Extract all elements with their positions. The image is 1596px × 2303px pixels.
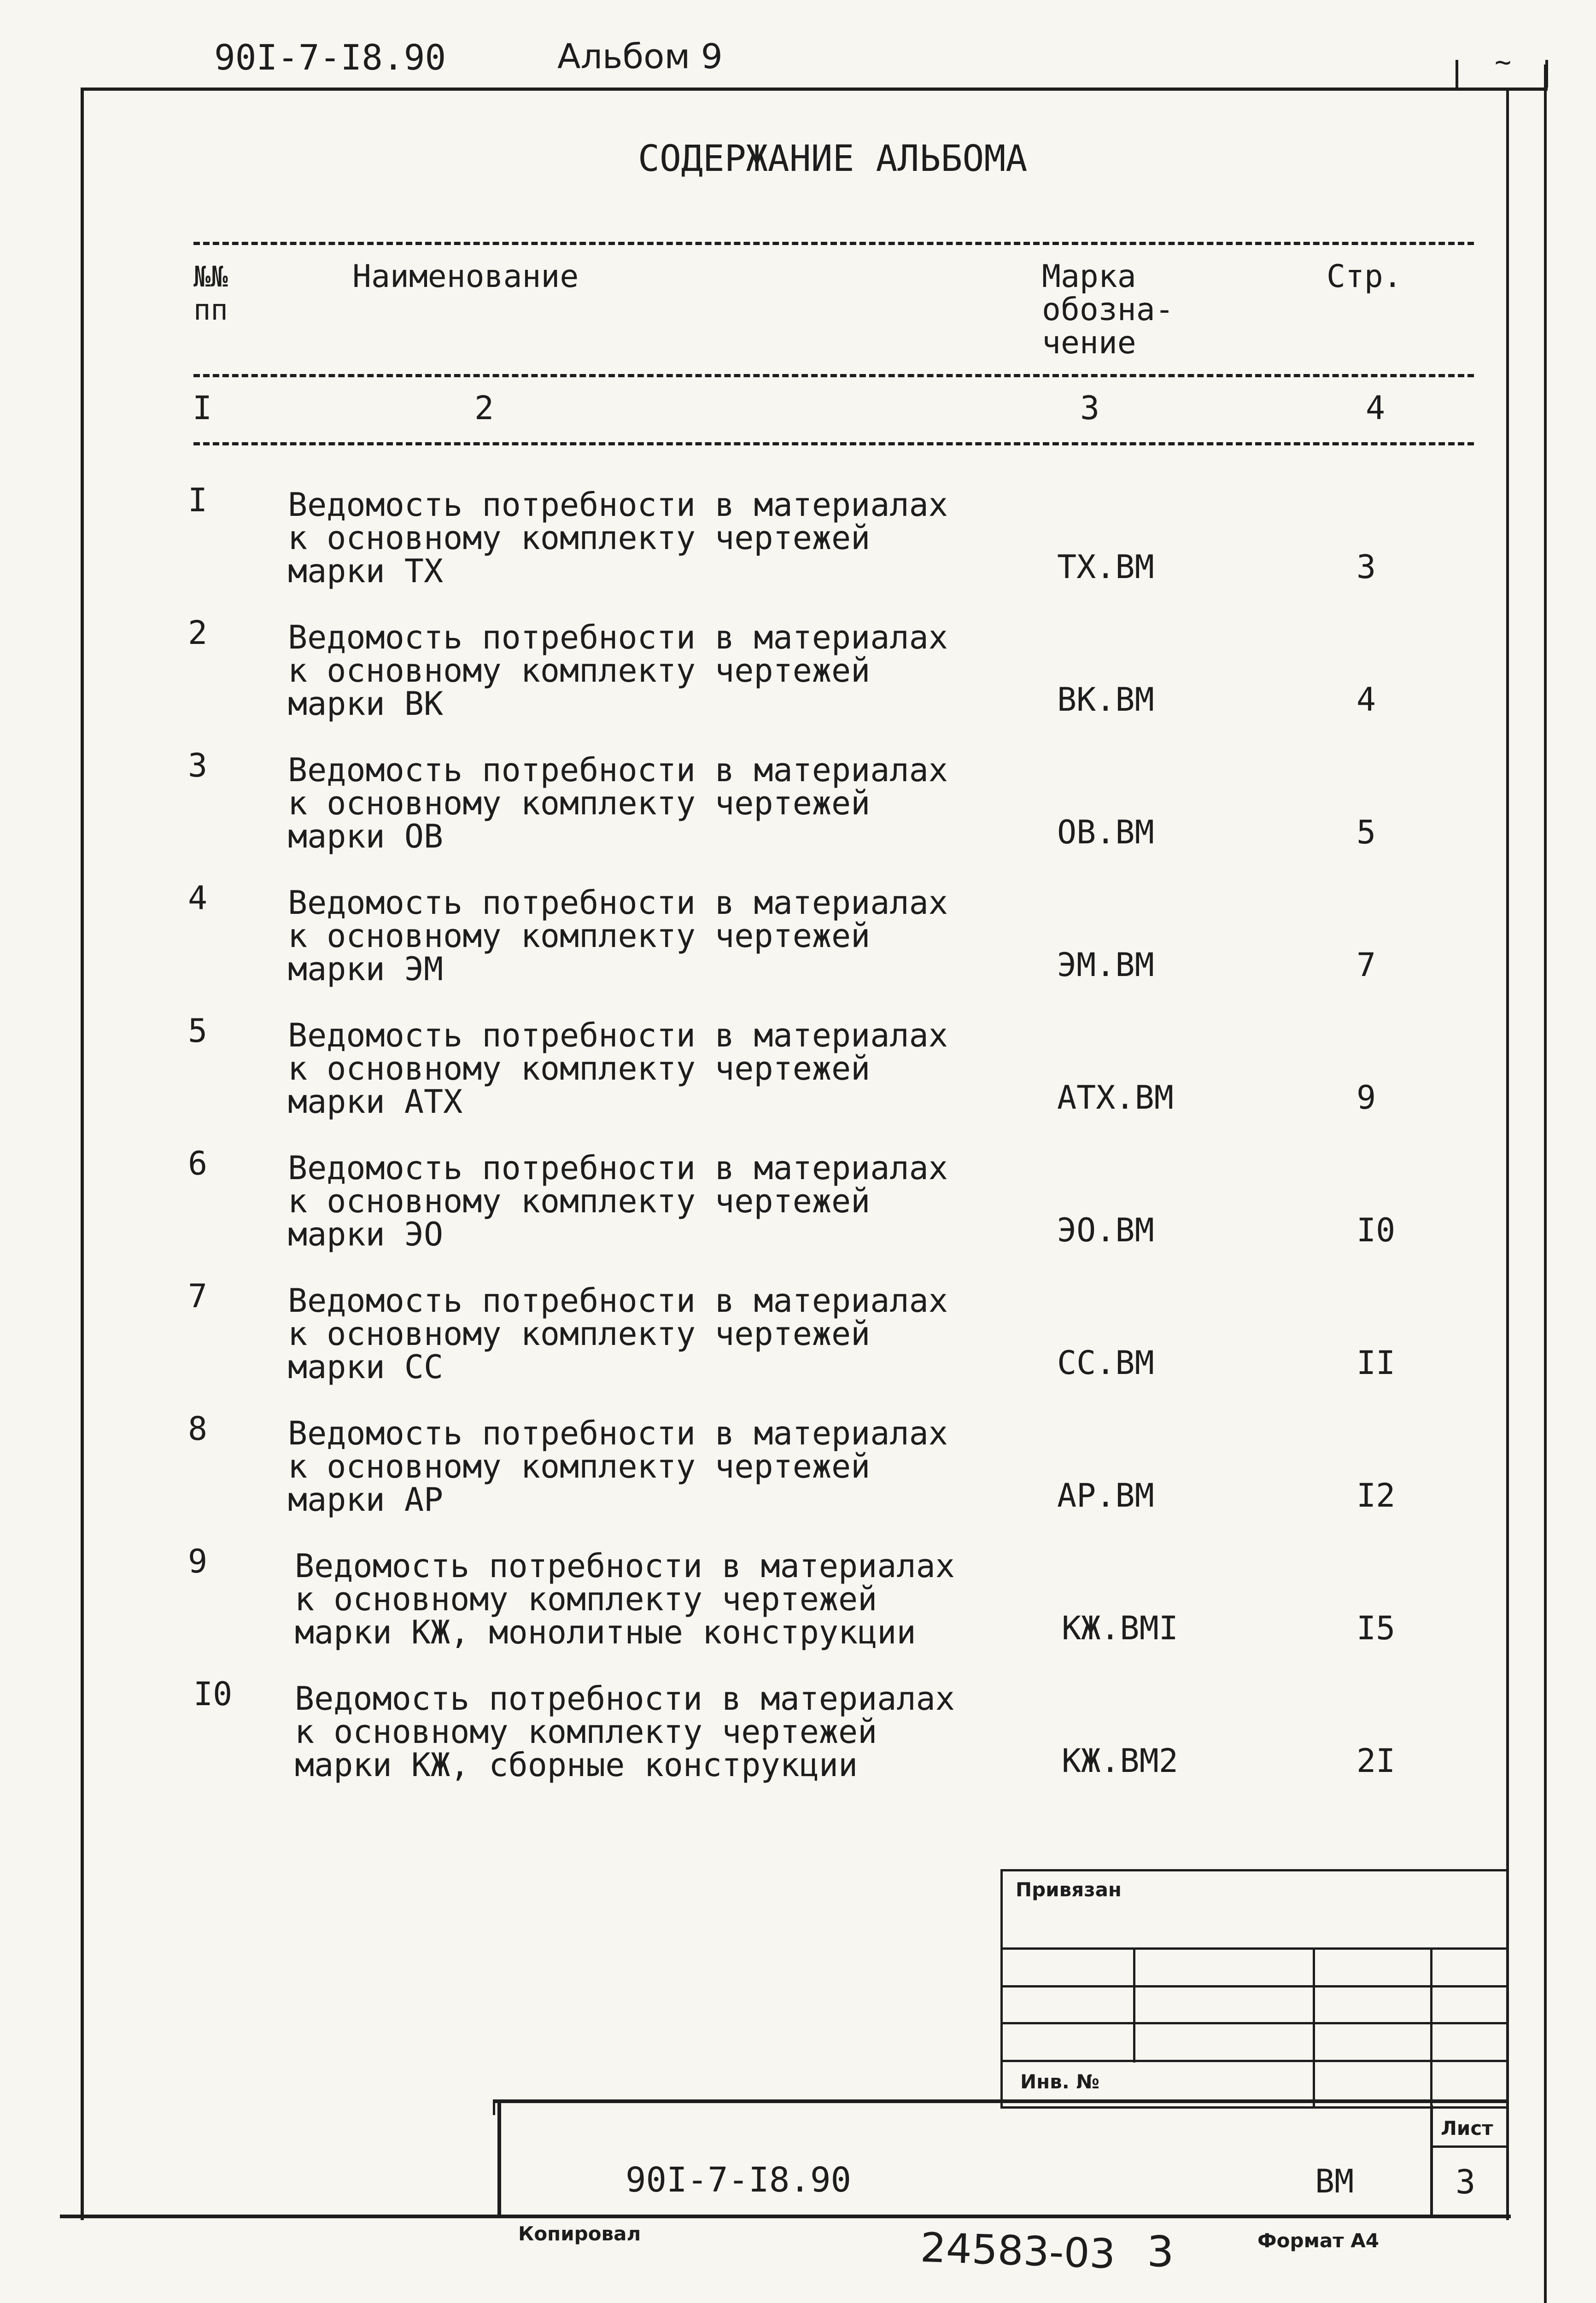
sheet-label: Лист bbox=[1441, 2117, 1493, 2139]
row-mark: АТХ.ВМ bbox=[1057, 1079, 1174, 1116]
bound-vline-2 bbox=[1313, 1947, 1315, 2106]
row-mark: ТХ.ВМ bbox=[1057, 548, 1154, 586]
row-name-line2: к основному комплекту чертежей bbox=[288, 917, 871, 955]
inv-label: Инв. № bbox=[1020, 2070, 1099, 2093]
format-label: Формат А4 bbox=[1257, 2229, 1379, 2252]
row-name-line2: к основному комплекту чертежей bbox=[288, 1315, 871, 1353]
bound-hline-3 bbox=[1000, 2022, 1509, 2024]
row-mark: КЖ.ВМI bbox=[1062, 1609, 1178, 1647]
row-page: 2I bbox=[1356, 1742, 1396, 1780]
row-page: I0 bbox=[1356, 1211, 1396, 1249]
page-title: СОДЕРЖАНИЕ АЛЬБОМА bbox=[638, 138, 1028, 180]
row-name-line2: к основному комплекту чертежей bbox=[288, 1050, 871, 1087]
top-tick-left bbox=[1456, 60, 1458, 88]
row-mark: ОВ.ВМ bbox=[1057, 813, 1154, 851]
row-name-line2: к основному комплекту чертежей bbox=[288, 1448, 871, 1485]
row-name-line2: к основному комплекту чертежей bbox=[295, 1580, 877, 1618]
row-page: I5 bbox=[1356, 1609, 1396, 1647]
column-number-4: 4 bbox=[1366, 389, 1386, 427]
row-num: 7 bbox=[188, 1277, 208, 1315]
table-rule-bottom bbox=[193, 442, 1474, 445]
row-name-line1: Ведомость потребности в материалах bbox=[295, 1547, 955, 1585]
row-num: 2 bbox=[188, 614, 208, 652]
sheet-divider bbox=[1430, 2105, 1433, 2218]
header-album: Альбом 9 bbox=[557, 37, 723, 76]
column-number-1: I bbox=[193, 389, 212, 427]
row-name-line3: марки АР bbox=[288, 1481, 444, 1519]
row-name-line2: к основному комплекту чертежей bbox=[288, 519, 871, 557]
row-num: 4 bbox=[188, 879, 208, 917]
row-page: 5 bbox=[1356, 813, 1376, 851]
row-name-line1: Ведомость потребности в материалах bbox=[288, 1149, 948, 1187]
handwritten-sheet: 3 bbox=[1147, 2227, 1174, 2276]
row-name-line3: марки СС bbox=[288, 1348, 444, 1386]
row-name-line2: к основному комплекту чертежей bbox=[295, 1713, 877, 1751]
bound-vline-1 bbox=[1133, 1947, 1135, 2063]
frame-right-outer bbox=[1544, 64, 1547, 2303]
row-page: 9 bbox=[1356, 1079, 1376, 1116]
row-num: I bbox=[188, 481, 208, 519]
row-num: I0 bbox=[193, 1675, 233, 1713]
row-name-line3: марки ТХ bbox=[288, 552, 444, 590]
frame-left bbox=[81, 88, 84, 2220]
copied-label: Копировал bbox=[518, 2222, 641, 2245]
row-name-line1: Ведомость потребности в материалах bbox=[288, 486, 948, 524]
row-num: 5 bbox=[188, 1012, 208, 1050]
row-name-line3: марки КЖ, сборные конструкции bbox=[295, 1746, 858, 1784]
row-mark: ЭО.ВМ bbox=[1057, 1211, 1154, 1249]
titleblock-top bbox=[493, 2099, 1509, 2103]
sheet-number: 3 bbox=[1456, 2163, 1476, 2201]
row-name-line3: марки АТХ bbox=[288, 1083, 463, 1121]
row-name-line1: Ведомость потребности в материалах bbox=[288, 1017, 948, 1054]
row-page: 7 bbox=[1356, 946, 1376, 984]
row-page: I2 bbox=[1356, 1477, 1396, 1514]
bound-label: Привязан bbox=[1016, 1878, 1122, 1901]
header-page: Стр. bbox=[1327, 258, 1402, 295]
row-num: 6 bbox=[188, 1145, 208, 1182]
header-doc-code: 90I-7-I8.90 bbox=[214, 37, 446, 78]
row-page: 3 bbox=[1356, 548, 1376, 586]
table-rule-top bbox=[193, 242, 1474, 245]
frame-top bbox=[81, 88, 1548, 91]
table-rule-mid bbox=[193, 374, 1474, 377]
row-name-line1: Ведомость потребности в материалах bbox=[288, 751, 948, 789]
row-name-line3: марки ЭМ bbox=[288, 950, 444, 988]
frame-bottom bbox=[60, 2215, 1511, 2218]
row-mark: ВК.ВМ bbox=[1057, 681, 1154, 719]
bound-hline-4 bbox=[1000, 2060, 1509, 2062]
bound-hline-1 bbox=[1000, 1947, 1509, 1950]
bound-hline-2 bbox=[1000, 1985, 1509, 1987]
row-num: 8 bbox=[188, 1410, 208, 1448]
row-name-line2: к основному комплекту чертежей bbox=[288, 1182, 871, 1220]
header-name: Наименование bbox=[352, 258, 579, 295]
sheet-hline bbox=[1430, 2145, 1509, 2148]
row-num: 3 bbox=[188, 747, 208, 784]
handwritten-number: 24583-03 bbox=[919, 2223, 1117, 2278]
stamp-mark: ВМ bbox=[1315, 2163, 1354, 2200]
row-mark: АР.ВМ bbox=[1057, 1477, 1154, 1514]
row-name-line1: Ведомость потребности в материалах bbox=[288, 884, 948, 922]
row-mark: ЭМ.ВМ bbox=[1057, 946, 1154, 984]
row-name-line1: Ведомость потребности в материалах bbox=[288, 1415, 948, 1452]
bound-vline-3 bbox=[1430, 1947, 1432, 2106]
row-name-line1: Ведомость потребности в материалах bbox=[288, 1282, 948, 1320]
row-name-line1: Ведомость потребности в материалах bbox=[288, 619, 948, 656]
row-page: 4 bbox=[1356, 681, 1376, 719]
titleblock-tick bbox=[493, 2101, 495, 2115]
row-name-line3: марки ВК bbox=[288, 685, 444, 723]
row-name-line2: к основному комплекту чертежей bbox=[288, 652, 871, 690]
titleblock-left bbox=[497, 2099, 501, 2218]
column-number-2: 2 bbox=[474, 389, 494, 427]
row-page: II bbox=[1356, 1344, 1396, 1382]
header-mark: Марка обозна- чение bbox=[1042, 258, 1174, 361]
row-mark: КЖ.ВМ2 bbox=[1062, 1742, 1178, 1780]
row-name-line3: марки ЭО bbox=[288, 1216, 444, 1253]
row-num: 9 bbox=[188, 1543, 208, 1580]
column-number-3: 3 bbox=[1080, 389, 1100, 427]
row-name-line2: к основному комплекту чертежей bbox=[288, 784, 871, 822]
corner-mark: ~ bbox=[1495, 46, 1512, 78]
stamp-doc-code: 90I-7-I8.90 bbox=[626, 2160, 852, 2200]
row-name-line3: марки ОВ bbox=[288, 818, 444, 855]
row-mark: СС.ВМ bbox=[1057, 1344, 1154, 1382]
header-num: №№ пп bbox=[193, 260, 228, 327]
row-name-line3: марки КЖ, монолитные конструкции bbox=[295, 1613, 916, 1651]
row-name-line1: Ведомость потребности в материалах bbox=[295, 1680, 955, 1718]
